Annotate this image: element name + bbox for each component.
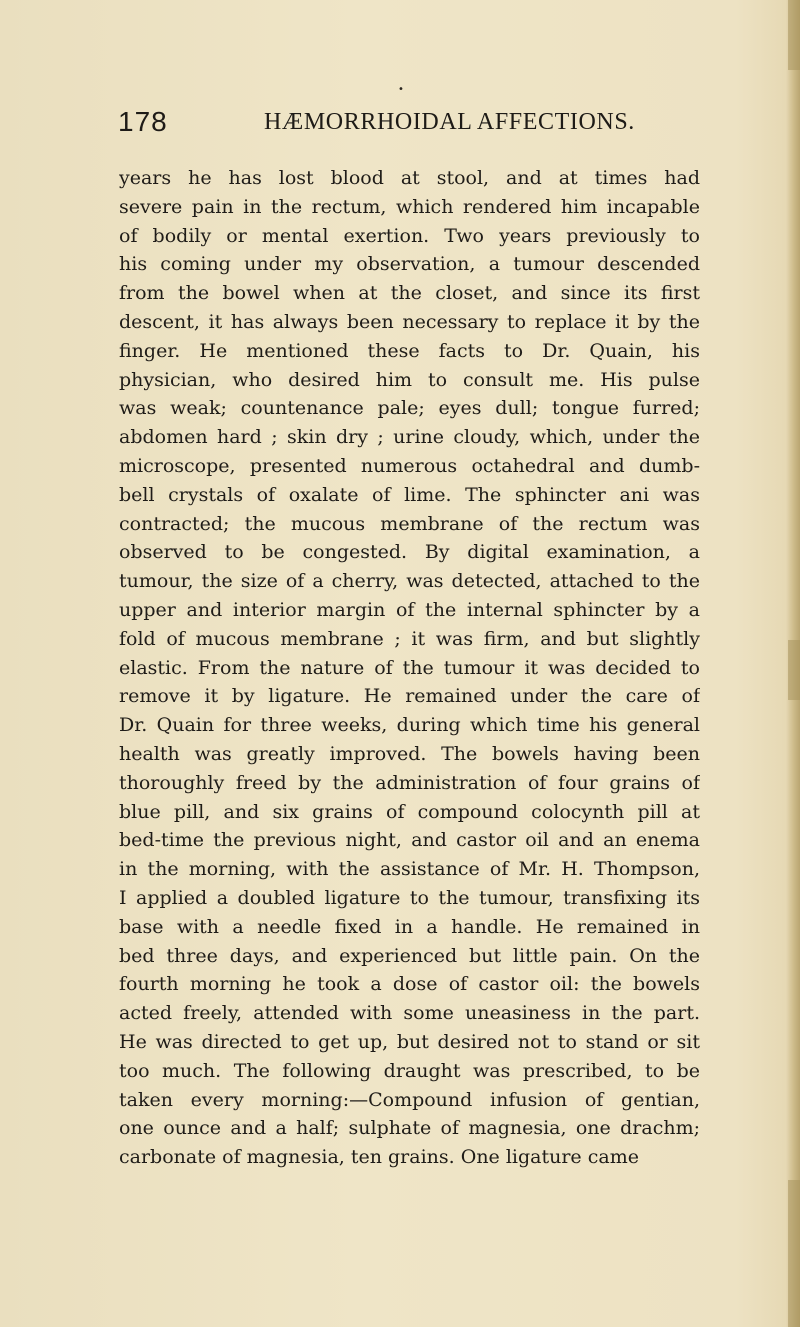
page-header [118,100,635,144]
text-line: microscope, presented numerous octahedral and dumb- [119,454,700,477]
text-line: health was greatly improved. The bowels having been [119,742,700,765]
text-line: fourth morning he took a dose of castor oil: the bowels [119,973,700,996]
text-line: bed three days, and experienced but little pain. On the [119,944,700,967]
text-line: acted freely, attended with some uneasiness in the part. [119,1002,700,1025]
text-line: bed-time the previous night, and castor oil and an enema [119,829,700,852]
text-line: thoroughly freed by the administration of four grains of [119,771,700,794]
text-line: severe pain in the rectum, which rendered him incapable [119,195,700,218]
text-line: was weak; countenance pale; eyes dull; tongue furred; [119,397,700,420]
text-line: abdomen hard ; skin dry ; urine cloudy, which, under the [119,426,700,449]
page-edge-stain [788,0,800,70]
text-line: remove it by ligature. He remained under the care of [119,685,700,708]
page-edge-stain [788,640,800,700]
text-line: too much. The following draught was prescribed, to be [119,1059,700,1082]
text-line: descent, it has always been necessary to replace it by the [119,310,700,333]
text-line: his coming under my observation, a tumour descended [119,253,700,276]
text-line: contracted; the mucous membrane of the rectum was [119,512,700,535]
printer-mark: • [398,84,404,95]
text-line: observed to be congested. By digital examination, a [119,541,700,564]
text-line: from the bowel when at the closet, and since its first [119,282,700,305]
text-line: carbonate of magnesia, ten grains. One ligature came [119,1146,639,1169]
text-line: in the morning, with the assistance of Mr. H. Thompson, [119,858,700,881]
text-line: finger. He mentioned these facts to Dr. Quain, his [119,339,700,362]
text-line: years he has lost blood at stool, and at times had [119,167,700,189]
text-line: fold of mucous membrane ; it was firm, and but slightly [119,627,700,650]
text-line: Dr. Quain for three weeks, during which time his general [119,714,700,737]
text-line: blue pill, and six grains of compound colocynth pill at [119,800,700,823]
text-line: upper and interior margin of the internal sphincter by a [119,598,700,621]
body-text [119,164,700,1172]
text-line: physician, who desired him to consult me. His pulse [119,368,700,391]
text-line: bell crystals of oxalate of lime. The sphincter ani was [119,483,700,506]
page-edge-stain [788,1180,800,1327]
text-line: elastic. From the nature of the tumour it was decided to [119,656,700,679]
text-line: tumour, the size of a cherry, was detected, attached to the [119,570,700,593]
text-line: I applied a doubled ligature to the tumour, transfixing its [119,886,700,909]
text-line: taken every morning:—Compound infusion of gentian, [119,1088,700,1111]
text-line: one ounce and a half; sulphate of magnesia, one drachm; [119,1117,700,1140]
text-line: He was directed to get up, but desired not to stand or sit [119,1030,700,1053]
text-line: of bodily or mental exertion. Two years previously to [119,224,700,247]
page-number: 178 [118,106,168,137]
text-line: base with a needle fixed in a handle. He remained in [119,915,700,938]
running-head: HÆMORRHOIDAL AFFECTIONS. [264,109,635,135]
